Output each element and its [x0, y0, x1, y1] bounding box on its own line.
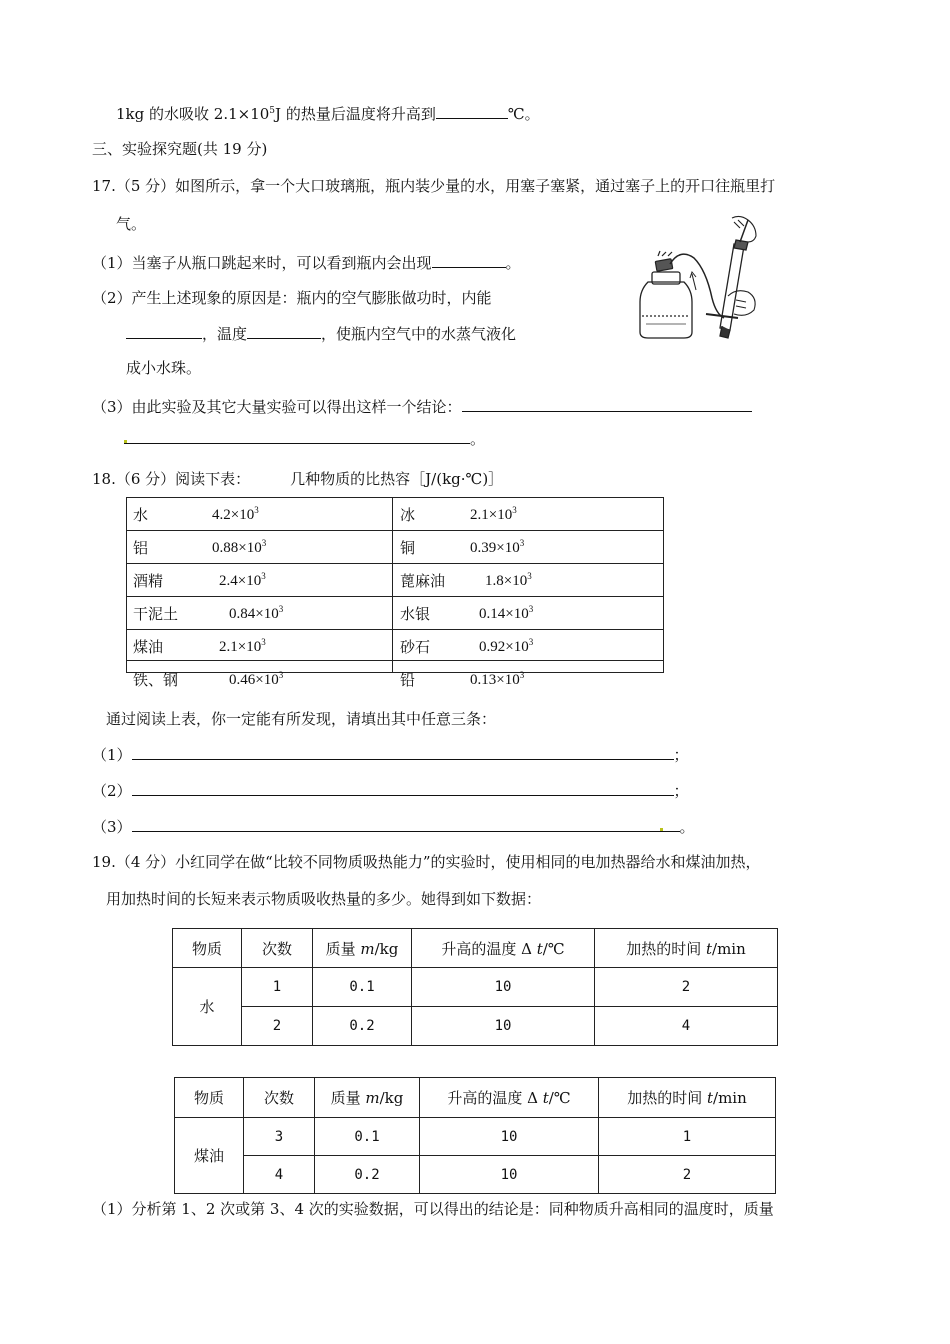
- q17-stem-line2: 气。: [116, 215, 147, 233]
- substance-cell: 煤油: [175, 1118, 244, 1194]
- table-row: 4 0.2 10 2: [175, 1156, 776, 1194]
- bottle-pump-illustration: [636, 214, 768, 342]
- q16-text-after: J 的热量后温度将升高到: [275, 105, 436, 123]
- q17-part2-line1: （2）产生上述现象的原因是：瓶内的空气膨胀做功时，内能: [92, 289, 492, 307]
- specific-heat-value: $2.1\times 10^3$: [219, 637, 266, 655]
- q17-part3: （3）由此实验及其它大量实验可以得出这样一个结论：: [92, 396, 752, 417]
- substance-name: 干泥土: [133, 605, 179, 623]
- hand-icon: [728, 216, 756, 315]
- specific-heat-value: $2.1\times 10^3$: [470, 505, 517, 523]
- q18-answer-2: （2） ；: [92, 782, 689, 800]
- table-caption: 几种物质的比热容［J/(kg·℃)］: [290, 470, 504, 488]
- stray-mark: [660, 828, 663, 831]
- air-tube-icon: [670, 254, 724, 318]
- air-pump-icon: [706, 220, 748, 338]
- q16-answer-blank[interactable]: [436, 103, 508, 119]
- q18-intro: 18.（6 分）阅读下表： 几种物质的比热容［J/(kg·℃)］: [92, 470, 504, 488]
- q17-part3-blank1[interactable]: [462, 396, 752, 412]
- q18-answer-3: （3） 。: [92, 818, 695, 836]
- glass-bottle-icon: [640, 272, 692, 338]
- q16-text: 1kg 的水吸收 2.1×10: [116, 105, 270, 123]
- specific-heat-value: $4.2\times 10^3$: [212, 505, 259, 523]
- q18-answer-3-blank[interactable]: [132, 816, 680, 832]
- q18-answer-2-blank[interactable]: [132, 780, 674, 796]
- substance-name: 铅: [400, 671, 416, 689]
- q18-prompt: 通过阅读上表，你一定能有所发现，请填出其中任意三条：: [106, 710, 497, 728]
- substance-name: 蓖麻油: [400, 572, 446, 590]
- table-row: 煤油 3 0.1 10 1: [175, 1118, 776, 1156]
- water-data-table: [172, 928, 778, 1046]
- specific-heat-value: $0.39\times 10^3$: [470, 538, 525, 556]
- q17-part2-blank2[interactable]: [247, 323, 321, 339]
- q17-part2-blank1[interactable]: [126, 323, 202, 339]
- specific-heat-value: $0.14\times 10^3$: [479, 604, 534, 622]
- q17-part1-blank[interactable]: [432, 252, 506, 268]
- q16-tail-line: [116, 103, 540, 124]
- stopper-icon: [655, 251, 672, 271]
- specific-heat-value: $0.46\times 10^3$: [229, 670, 284, 688]
- q19-part1: （1）分析第 1、2 次或第 3、4 次的实验数据，可以得出的结论是：同种物质升高相同的温度时，质量: [92, 1200, 774, 1218]
- q18-answer-1-blank[interactable]: [132, 744, 674, 760]
- q19-stem-line1: 19.（4 分）小红同学在做“比较不同物质吸热能力”的实验时，使用相同的电加热器给水和煤油加热，: [92, 853, 761, 871]
- substance-name: 冰: [400, 506, 416, 524]
- stray-mark: [124, 440, 127, 443]
- q17-part2-line2: ，温度 ，使瓶内空气中的水蒸气液化: [126, 323, 516, 344]
- substance-name: 水银: [400, 605, 431, 623]
- specific-heat-value: $2.4\times 10^3$: [219, 571, 266, 589]
- q17-stem-line1: 17.（5 分）如图所示，拿一个大口玻璃瓶，瓶内装少量的水，用塞子塞紧，通过塞子上的开口往瓶里打: [92, 177, 776, 195]
- specific-heat-value: $0.13\times 10^3$: [470, 670, 525, 688]
- specific-heat-value: $0.88\times 10^3$: [212, 538, 267, 556]
- substance-name: 煤油: [133, 638, 164, 656]
- q17-part3-cont: 。: [124, 428, 485, 449]
- specific-heat-value: $0.92\times 10^3$: [479, 637, 534, 655]
- substance-name: 水: [133, 506, 149, 524]
- specific-heat-value: $0.84\times 10^3$: [229, 604, 284, 622]
- q17-part3-blank2[interactable]: [124, 428, 470, 444]
- specific-heat-value: $1.8\times 10^3$: [485, 571, 532, 589]
- substance-name: 铝: [133, 539, 149, 557]
- q16-exponent: 5: [269, 106, 276, 116]
- section-title: 三、实验探究题(共 19 分): [92, 140, 268, 158]
- q18-answer-1: （1） ；: [92, 746, 689, 764]
- table-row: 2 0.2 10 4: [173, 1007, 778, 1046]
- table-row: 水 1 0.1 10 2: [173, 968, 778, 1007]
- substance-cell: 水: [173, 968, 242, 1046]
- substance-name: 砂石: [400, 638, 431, 656]
- q16-unit: ℃。: [507, 105, 540, 123]
- table-header-row: 物质 次数 质量 m/kg 升高的温度 Δ t/℃ 加热的时间 t/min: [173, 929, 778, 968]
- substance-name: 铜: [400, 539, 416, 557]
- q17-part1: （1）当塞子从瓶口跳起来时，可以看到瓶内会出现 。: [92, 254, 521, 272]
- specific-heat-table: [126, 497, 664, 673]
- table-header-row: 物质 次数 质量 m/kg 升高的温度 Δ t/℃ 加热的时间 t/min: [175, 1078, 776, 1118]
- kerosene-data-table: [174, 1077, 776, 1194]
- substance-name: 铁、钢: [133, 671, 179, 689]
- q19-stem-line2: 用加热时间的长短来表示物质吸收热量的多少。她得到如下数据：: [106, 890, 542, 908]
- substance-name: 酒精: [133, 572, 164, 590]
- q17-part2-line3: 成小水珠。: [126, 359, 202, 377]
